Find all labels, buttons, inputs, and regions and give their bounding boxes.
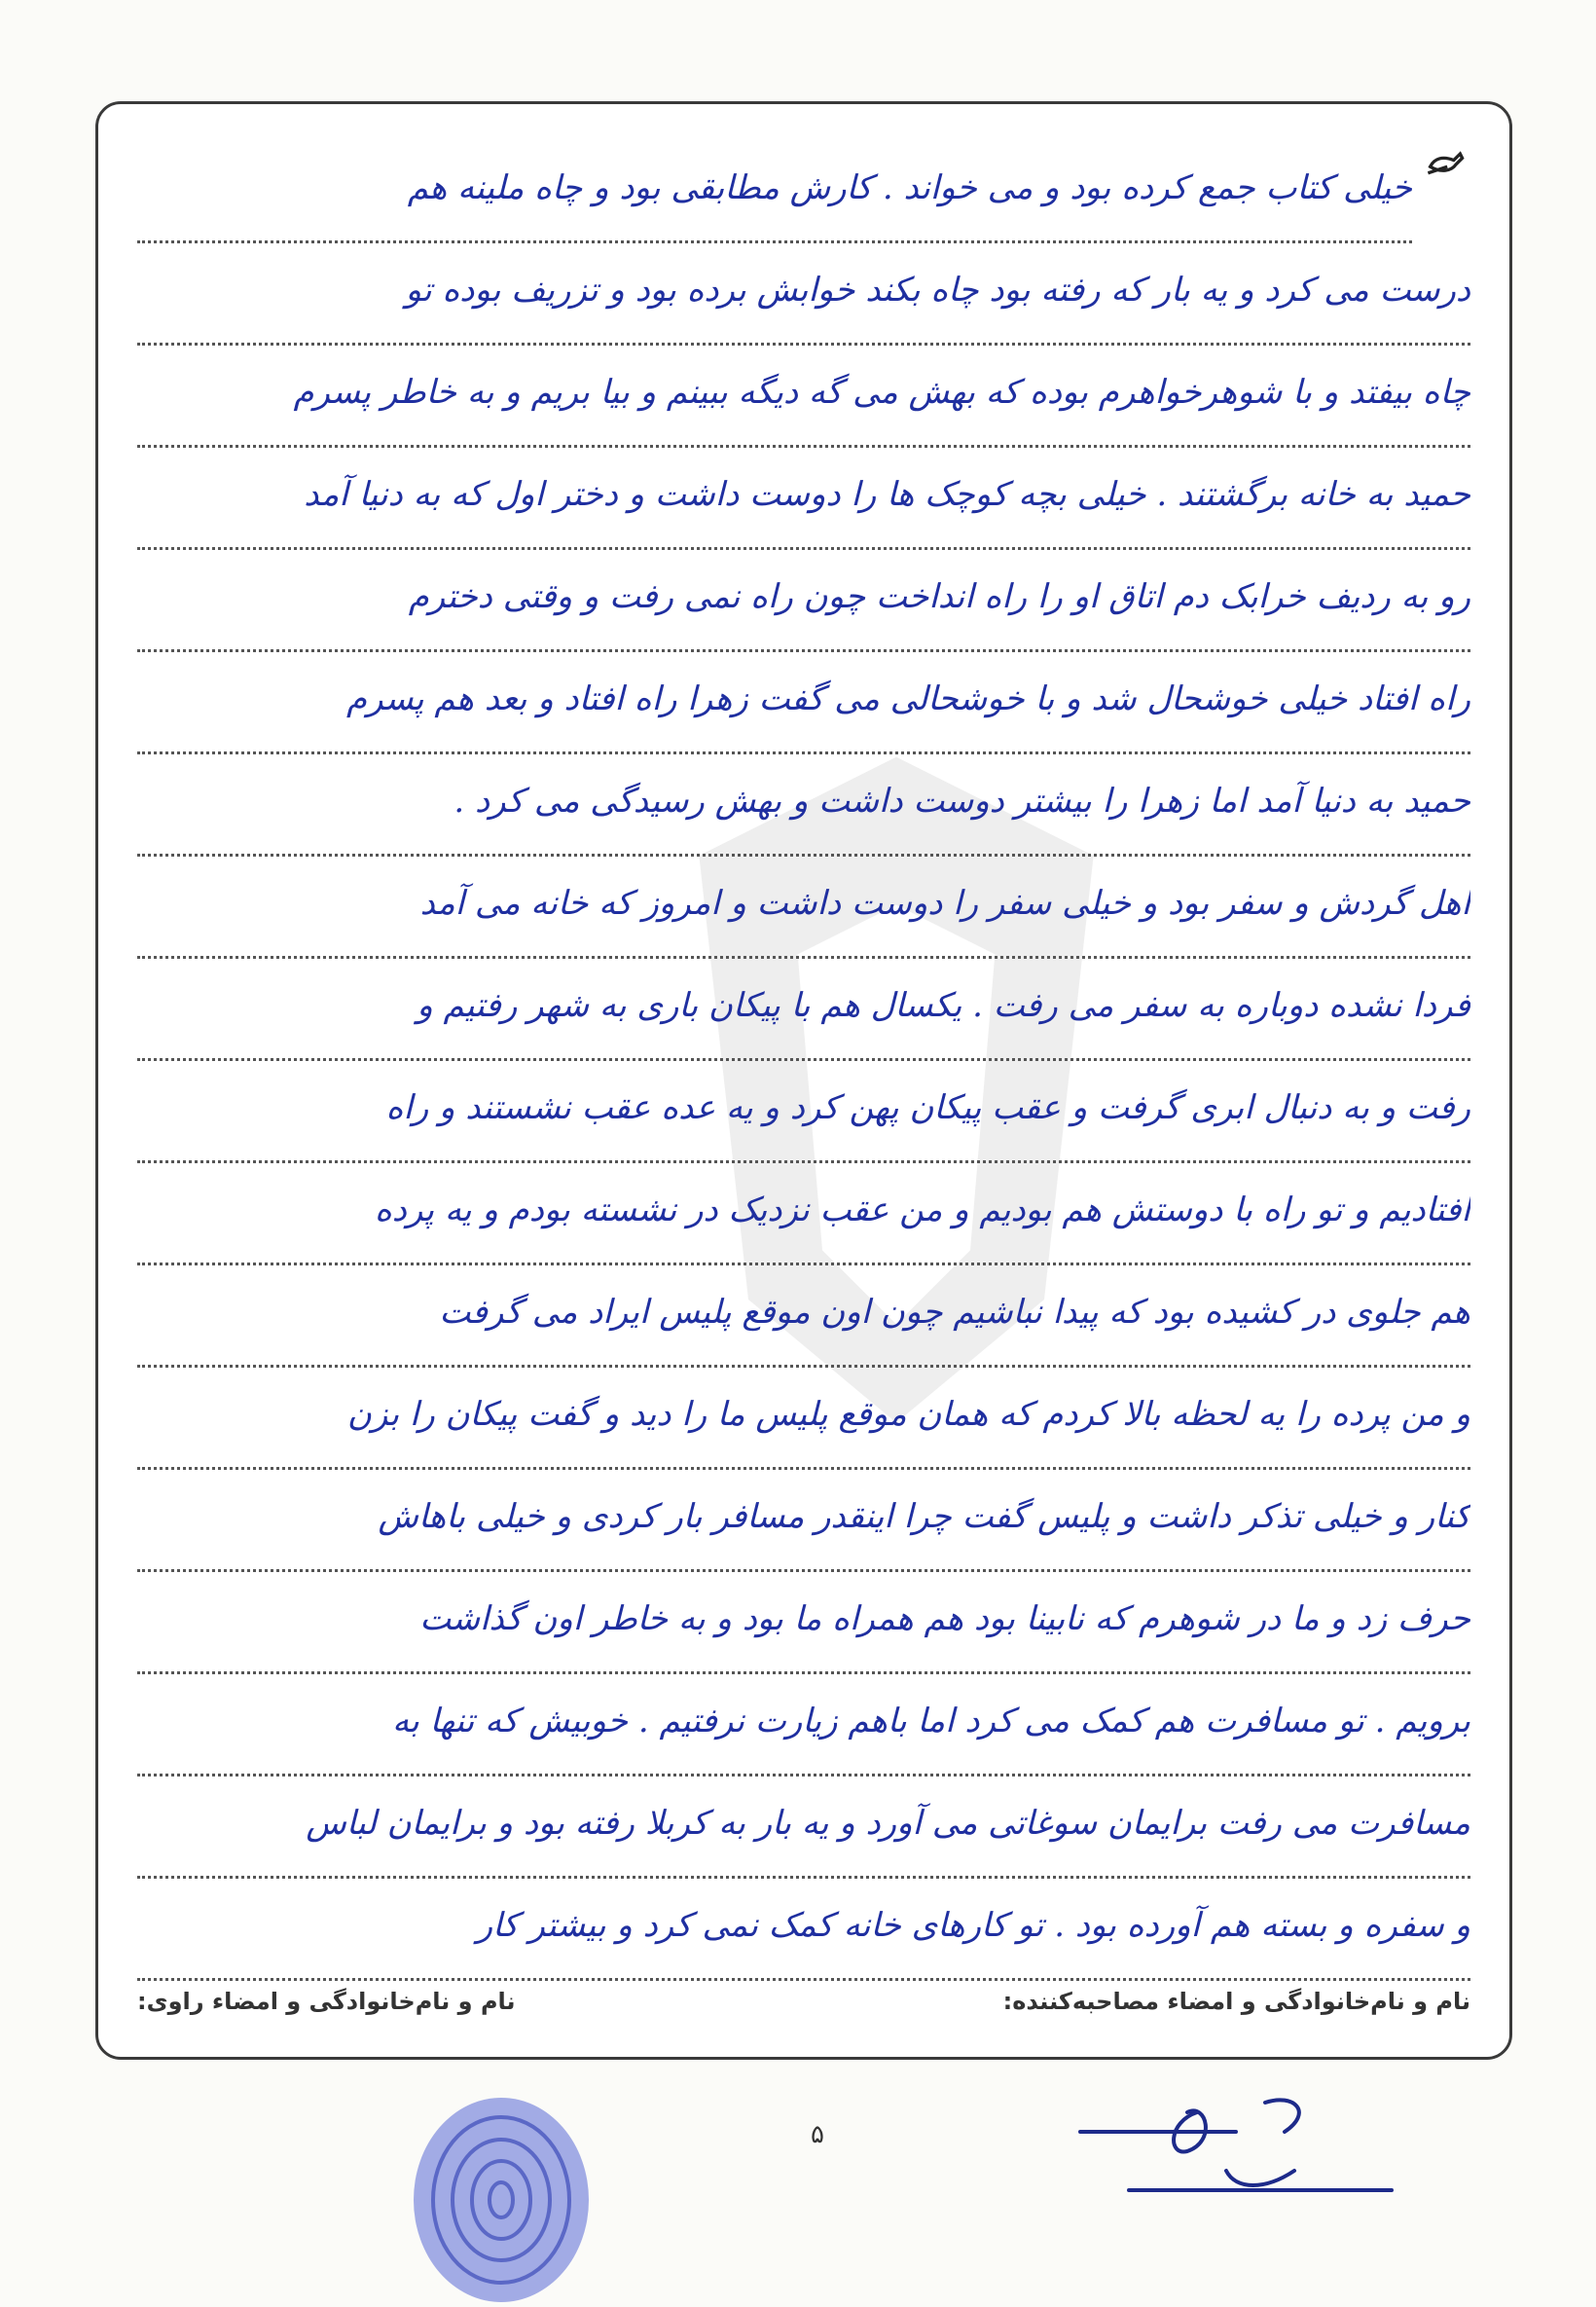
text-line: فردا نشده دوباره به سفر می رفت . یکسال هم با پیکان باری به شهر رفتیم و — [137, 961, 1470, 1061]
text-line: افتادیم و تو راه با دوستش هم بودیم و من عقب نزدیک در نشسته بودم و یه پرده — [137, 1165, 1470, 1265]
signature-icon — [1070, 2083, 1421, 2229]
interviewer-signature-label: نام و نام‌خانوادگی و امضاء مصاحبه‌کننده: — [1002, 1988, 1470, 2015]
text-line: رو به ردیف خرابک دم اتاق او را راه انداخت چون راه نمی رفت و وقتی دخترم — [137, 552, 1470, 652]
text-line: خیلی کتاب جمع کرده بود و می خواند . کارش مطابقی بود و چاه ملینه هم — [137, 143, 1412, 243]
text-line: مسافرت می رفت برایمان سوغاتی می آورد و یه بار به کربلا رفته بود و برایمان لباس — [137, 1778, 1470, 1879]
narrator-signature-label: نام و نام‌خانوادگی و امضاء راوی: — [137, 1988, 516, 2015]
text-line: هم جلوی در کشیده بود که پیدا نباشیم چون اون موقع پلیس ایراد می گرفت — [137, 1267, 1470, 1368]
text-line: حرف زد و ما در شوهرم که نابینا بود هم همراه ما بود و به خاطر اون گذاشت — [137, 1574, 1470, 1674]
text-line: کنار و خیلی تذکر داشت و پلیس گفت چرا اینقدر مسافر بار کردی و خیلی باهاش — [137, 1472, 1470, 1572]
signature-labels — [137, 1988, 1470, 2046]
fingerprint-icon — [399, 2083, 603, 2307]
handwritten-text-block — [98, 104, 1509, 2057]
page-frame — [95, 101, 1512, 2060]
text-line: و سفره و بسته هم آورده بود . تو کارهای خانه کمک نمی کرد و بیشتر کار — [137, 1881, 1470, 1981]
page-number: ۵ — [811, 2120, 824, 2149]
text-line: راه افتاد خیلی خوشحال شد و با خوشحالی می گفت زهرا راه افتاد و بعد هم پسرم — [137, 654, 1470, 754]
text-line: درست می کرد و یه بار که رفته بود چاه بکند خوابش برده بود و تزریف بوده تو — [137, 245, 1470, 346]
text-line: برویم . تو مسافرت هم کمک می کرد اما باهم زیارت نرفتیم . خوبیش که تنها به — [137, 1676, 1470, 1776]
text-line: حمید به خانه برگشتند . خیلی بچه کوچک ها را دوست داشت و دختر اول که به دنیا آمد — [137, 450, 1470, 550]
text-line: رفت و به دنبال ابری گرفت و عقب پیکان پهن کرد و یه عده عقب نشستند و راه — [137, 1063, 1470, 1163]
text-line: و من پرده را یه لحظه بالا کردم که همان موقع پلیس ما را دید و گفت پیکان را بزن — [137, 1370, 1470, 1470]
text-line: چاه بیفتد و با شوهرخواهرم بوده که بهش می گه دیگه ببینم و بیا بریم و به خاطر پسرم — [137, 348, 1470, 448]
text-line: اهل گردش و سفر بود و خیلی سفر را دوست داشت و امروز که خانه می آمد — [137, 859, 1470, 959]
text-line: حمید به دنیا آمد اما زهرا را بیشتر دوست داشت و بهش رسیدگی می کرد . — [137, 756, 1470, 857]
